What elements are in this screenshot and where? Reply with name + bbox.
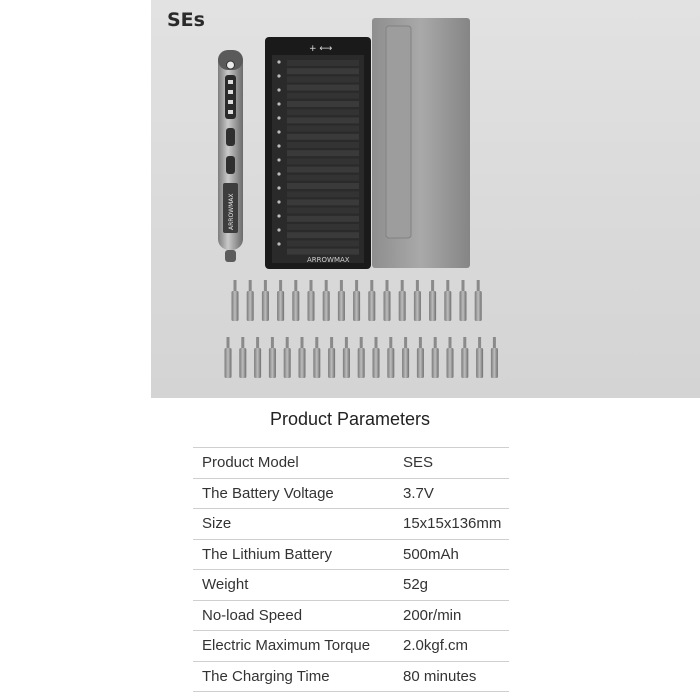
screwdriver-bit — [338, 280, 345, 321]
case-brand-text: ARROWMAX — [307, 256, 350, 264]
screwdriver-bit — [299, 337, 306, 378]
parameter-value: 200r/min — [403, 600, 509, 631]
parameter-row — [193, 631, 509, 662]
parameter-row — [193, 509, 509, 540]
screwdriver-bit — [232, 280, 239, 321]
screwdriver-bit — [475, 280, 482, 321]
screwdriver-bit — [277, 280, 284, 321]
parameter-label: No-load Speed — [193, 600, 403, 631]
parameter-label: The Lithium Battery — [193, 539, 403, 570]
parameter-value: SES — [403, 448, 509, 479]
screwdriver-bit — [254, 337, 261, 378]
brand-logo: SEs — [167, 9, 205, 31]
parameter-label: The Battery Voltage — [193, 478, 403, 509]
aluminum-lid — [372, 18, 470, 268]
parameter-value: 500mAh — [403, 539, 509, 570]
screwdriver-bit — [387, 337, 394, 378]
screwdriver-bit — [269, 337, 276, 378]
screwdriver-bit — [368, 280, 375, 321]
screwdriver-bit — [491, 337, 498, 378]
parameter-label: The Charging Time — [193, 661, 403, 692]
screwdriver-bit — [239, 337, 246, 378]
parameters-table — [193, 447, 509, 692]
bit-case — [265, 37, 371, 269]
screwdriver-bit — [308, 280, 315, 321]
screwdriver-bit — [247, 280, 254, 321]
screwdriver-bit — [417, 337, 424, 378]
parameter-row — [193, 600, 509, 631]
electric-screwdriver — [218, 50, 243, 262]
screwdriver-bit — [323, 280, 330, 321]
screwdriver-bit — [343, 337, 350, 378]
screwdriver-bit — [444, 280, 451, 321]
parameter-value: 52g — [403, 570, 509, 601]
screwdriver-bit — [429, 280, 436, 321]
parameter-row — [193, 661, 509, 692]
screwdriver-bit — [292, 280, 299, 321]
screwdriver-bit — [225, 337, 232, 378]
screwdriver-bit — [373, 337, 380, 378]
screwdriver-bits — [225, 280, 498, 378]
parameter-value: 3.7V — [403, 478, 509, 509]
screwdriver-bit — [476, 337, 483, 378]
screwdriver-bit — [461, 337, 468, 378]
screwdriver-bit — [399, 280, 406, 321]
product-illustration — [151, 0, 700, 398]
screwdriver-bit — [313, 337, 320, 378]
screwdriver-bit — [414, 280, 421, 321]
parameter-value: 15x15x136mm — [403, 509, 509, 540]
parameter-label: Electric Maximum Torque — [193, 631, 403, 662]
driver-brand-text: ARROWMAX — [228, 193, 235, 230]
screwdriver-bit — [460, 280, 467, 321]
product-photo — [151, 0, 700, 398]
svg-text:+ ⟷: + ⟷ — [309, 44, 333, 54]
parameter-value: 2.0kgf.cm — [403, 631, 509, 662]
parameter-row — [193, 448, 509, 479]
parameter-label: Weight — [193, 570, 403, 601]
screwdriver-bit — [328, 337, 335, 378]
screwdriver-bit — [384, 280, 391, 321]
parameter-value: 80 minutes — [403, 661, 509, 692]
screwdriver-bit — [262, 280, 269, 321]
parameter-label: Size — [193, 509, 403, 540]
parameters-title: Product Parameters — [269, 409, 431, 429]
screwdriver-bit — [358, 337, 365, 378]
screwdriver-bit — [402, 337, 409, 378]
screwdriver-bit — [447, 337, 454, 378]
parameter-row — [193, 478, 509, 509]
parameter-row — [193, 539, 509, 570]
parameter-row — [193, 570, 509, 601]
screwdriver-bit — [284, 337, 291, 378]
parameter-label: Product Model — [193, 448, 403, 479]
screwdriver-bit — [353, 280, 360, 321]
screwdriver-bit — [432, 337, 439, 378]
